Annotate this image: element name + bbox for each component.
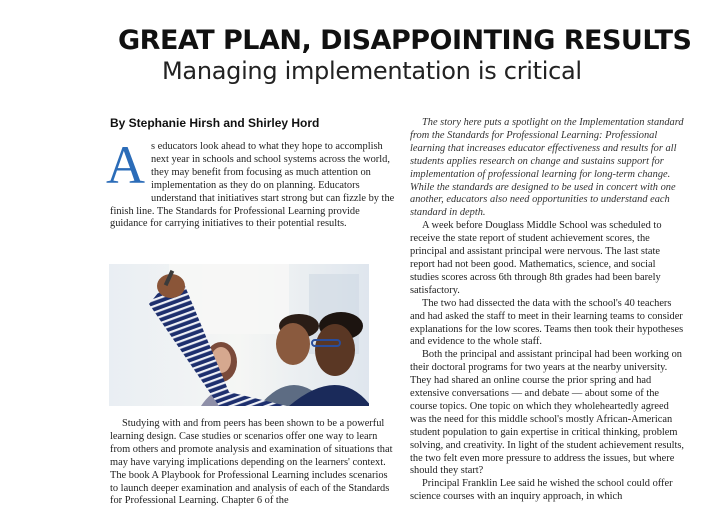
body-paragraph: A week before Douglass Middle School was scheduled to receive the state report of student achievement scores, the principal and assistant principal were nervous. The last state report had not been good. Mathematics, science, and social studies scores across 6th through 8th grades had been barely satisfactory. bbox=[410, 220, 662, 296]
lower-left-column bbox=[110, 418, 398, 508]
body-paragraph: Both the principal and assistant principal had been working on their doctoral programs for two years at the nearby university. They had shared an online course the prior spring and had extensive conversations — and debate — about some of the course topics. One topic on which they wholeheartedly agreed was the need for this middle school's mostly African-American student population to gain expertise in critical thinking, problem solving, and creativity. In light of the student achievement results, the two felt even more pressure to address the issues, but where should they start? bbox=[410, 349, 685, 477]
article-subheadline: Managing implementation is critical bbox=[162, 57, 582, 85]
drop-cap: A bbox=[106, 135, 145, 195]
body-paragraph: Principal Franklin Lee said he wished the school could offer science courses with an inquiry approach, in which bbox=[410, 478, 673, 503]
lead-paragraph: s educators look ahead to what they hope to accomplish next year in schools and school systems across the world, they may benefit from focusing as much attention on implementation as they do on planning. Educators understand that initiatives start strong but can fizzle by the finish line. The Standards for Professional Learning provide guidance for carrying initiatives to their potential results. bbox=[110, 141, 395, 230]
teachers-at-whiteboard-illustration bbox=[109, 264, 369, 406]
right-column bbox=[410, 117, 685, 504]
intro-column bbox=[106, 135, 398, 231]
standard-intro-paragraph: The story here puts a spotlight on the Implementation standard from the Standards for Professional Learning: Professional learning that increases educator effectiveness and results for all students applies research on change and sustains support for implementation of professional learning for long-term change. While the standards are designed to be used in concert with one another, educators also need opportunities to understand each standard in depth. bbox=[410, 117, 684, 219]
byline: By Stephanie Hirsh and Shirley Hord bbox=[110, 116, 320, 130]
classroom-photo bbox=[109, 264, 369, 406]
article-headline: GREAT PLAN, DISAPPOINTING RESULTS bbox=[118, 25, 692, 56]
body-paragraph: Studying with and from peers has been shown to be a powerful learning design. Case studies or scenarios offer one way to learn from others and promote analysis and examination of situations that may have varying implications depending on the learners' context. The book A Playbook for Professional Learning includes scenarios to launch deeper examination and analysis of each of the Standards for Professional Learning. Chapter 6 of the bbox=[110, 418, 393, 507]
body-paragraph: The two had dissected the data with the school's 40 teachers and had asked the staff to meet in their learning teams to consider explanations for the low scores. Teams then took their hypotheses and evidence to the whole staff. bbox=[410, 297, 684, 348]
